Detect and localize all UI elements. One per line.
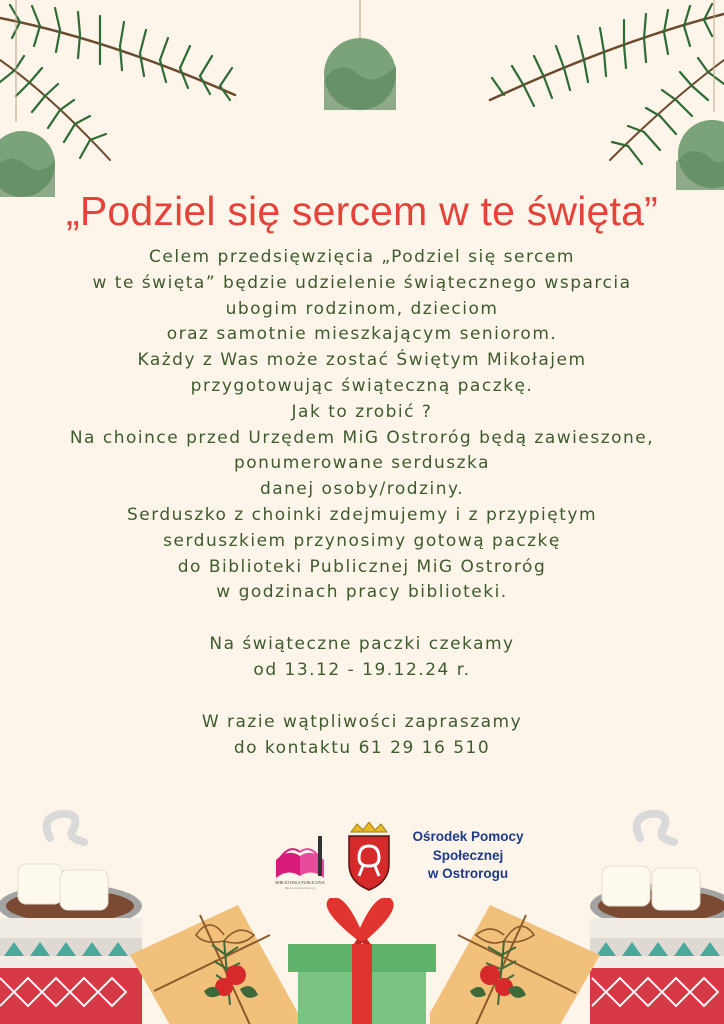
page-title: „Podziel się sercem w te święta” [66, 188, 658, 234]
dates-line: Na świąteczne paczki czekamy [209, 634, 515, 655]
parcel-right-icon [430, 895, 610, 1024]
body-line: do Biblioteki Publicznej MiG Ostroróg [177, 556, 547, 577]
body-line: danej osoby/rodziny. [259, 479, 465, 500]
body-line: Na choince przed Urzędem MiG Ostroróg będą zawieszone, [69, 427, 655, 448]
gift-box-icon [286, 898, 438, 1024]
body-line: Jak to zrobić ? [291, 401, 433, 422]
library-logo-label: BIBLIOTEKA PUBLICZNA [275, 880, 325, 885]
ornament-top-center-icon [322, 0, 398, 112]
dates-line: od 13.12 - 19.12.24 r. [253, 659, 471, 680]
osp-line: w Ostrorogu [427, 866, 509, 881]
body-line: ponumerowane serduszka [233, 453, 491, 474]
osp-logo-text [405, 828, 531, 884]
body-line: w te święta” będzie udzielenie świątecznego wsparcia [92, 272, 632, 293]
contact-line: W razie wątpliwości zapraszamy [201, 711, 523, 732]
osp-line: Społecznej [432, 847, 504, 863]
coat-of-arms-icon [345, 822, 393, 892]
parcel-left-icon [120, 895, 300, 1024]
contact-line: do kontaktu 61 29 16 510 [233, 737, 491, 758]
body-line: serduszkiem przynosimy gotową paczkę [163, 530, 561, 551]
library-logo-sub: Miasta i Gminy Ostroróg [284, 886, 316, 890]
body-line: Celem przedsięwzięcia „Podziel się sercem [149, 247, 575, 267]
body-line: Każdy z Was może zostać Świętym Mikołajem [137, 350, 587, 371]
body-line: w godzinach pracy biblioteki. [216, 582, 508, 603]
body-line: oraz samotnie mieszkającym seniorom. [166, 324, 558, 345]
body-line: ubogim rodzinom, dzieciom [225, 298, 499, 319]
body-line: przygotowując świąteczną paczkę. [190, 375, 534, 396]
announcement-text [0, 245, 724, 761]
library-logo-icon [268, 830, 332, 890]
osp-line: Ośrodek Pomocy [412, 829, 524, 844]
ornament-right-icon [670, 110, 724, 200]
body-line: Serduszko z choinki zdejmujemy i z przypiętym [126, 504, 598, 525]
